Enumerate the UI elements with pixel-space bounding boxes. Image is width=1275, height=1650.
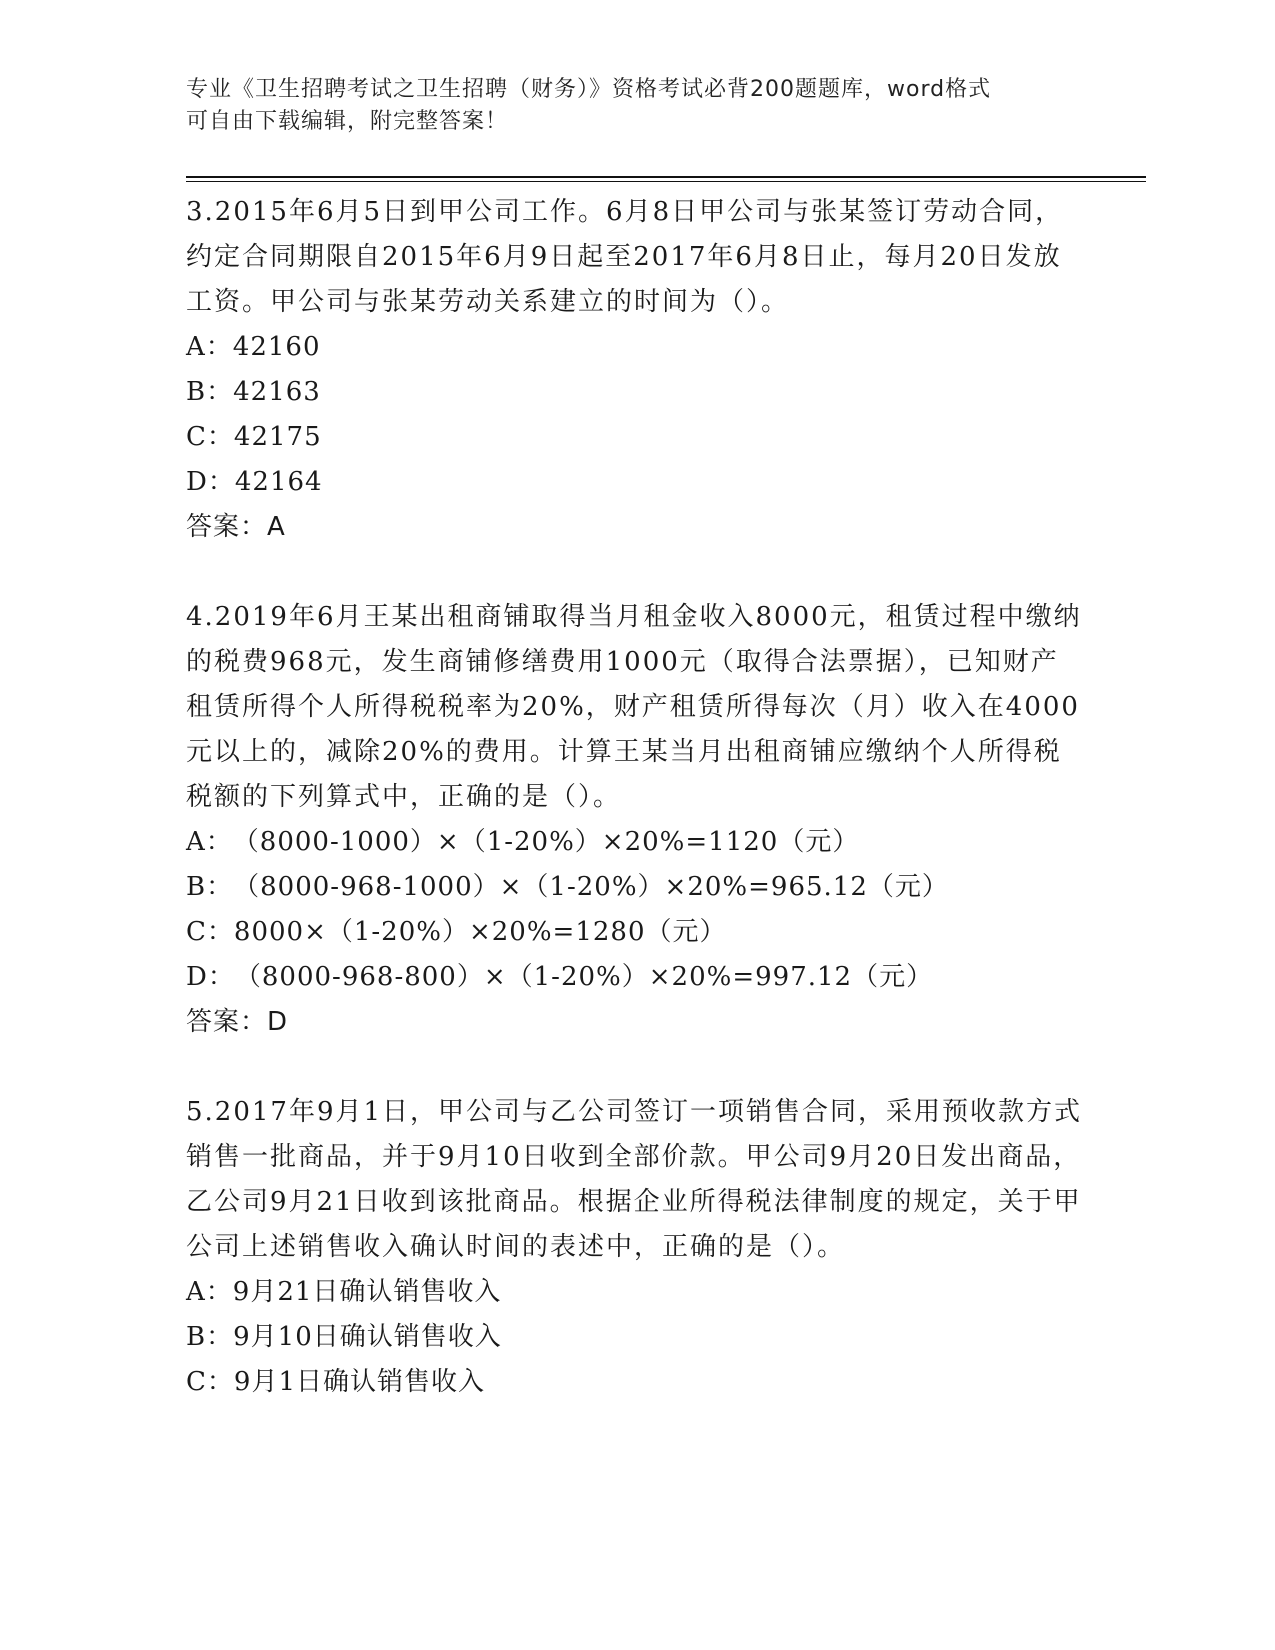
option-label: C： (186, 422, 234, 452)
question-list (186, 190, 1086, 1405)
option-c (186, 910, 1086, 955)
option-label: C： (186, 917, 234, 947)
header-divider-thin (186, 181, 1146, 182)
option-text: 42175 (233, 422, 322, 452)
option-label: D： (186, 467, 235, 497)
option-b (186, 370, 1086, 415)
question-5 (186, 1090, 1086, 1405)
option-text: 9月10日确认销售收入 (233, 1322, 502, 1352)
answer-line: 答案：D (186, 1007, 289, 1037)
option-a (186, 820, 1086, 865)
header-divider-thick (186, 176, 1146, 178)
option-b (186, 865, 1086, 910)
option-text: 42164 (234, 467, 323, 497)
option-text: 42163 (233, 377, 321, 407)
answer-line: 答案：A (186, 512, 286, 542)
question-text: 5.2017年9月1日，甲公司与乙公司签订一项销售合同，采用预收款方式销售一批商品，并于9月10日收到全部价款。甲公司9月20日发出商品，乙公司9月21日收到该批商品。根据企业所得税法律制度的规定，关于甲公司上述销售收入确认时间的表述中，正确的是（）。 (186, 1097, 1083, 1262)
option-text: 42160 (232, 332, 321, 362)
option-label: D： (186, 962, 235, 992)
option-text: 9月1日确认销售收入 (233, 1367, 485, 1397)
option-label: A： (186, 1277, 233, 1307)
header-line-1: 专业《卫生招聘考试之卫生招聘（财务）》资格考试必背200题题库，word格式 (186, 77, 992, 102)
option-label: B： (186, 872, 234, 902)
option-d (186, 460, 1086, 505)
option-label: C： (186, 1367, 234, 1397)
option-label: A： (186, 332, 233, 362)
question-spacer (186, 1045, 1086, 1090)
option-text: （8000-968-1000）×（1-20%）×20%=965.12（元） (233, 872, 949, 902)
option-c (186, 415, 1086, 460)
option-text: 8000×（1-20%）×20%=1280（元） (233, 917, 727, 947)
question-spacer (186, 550, 1086, 595)
option-text: （8000-1000）×（1-20%）×20%=1120（元） (232, 827, 860, 857)
option-text: 9月21日确认销售收入 (232, 1277, 502, 1307)
option-a (186, 1270, 1086, 1315)
option-label: B： (186, 1322, 234, 1352)
document-header (186, 74, 1066, 138)
question-3 (186, 190, 1086, 550)
question-4 (186, 595, 1086, 1045)
option-d (186, 955, 1086, 1000)
option-text: （8000-968-800）×（1-20%）×20%=997.12（元） (234, 962, 934, 992)
option-c (186, 1360, 1086, 1405)
option-b (186, 1315, 1086, 1360)
option-label: A： (186, 827, 233, 857)
option-a (186, 325, 1086, 370)
question-text: 3.2015年6月5日到甲公司工作。6月8日甲公司与张某签订劳动合同，约定合同期限自2015年6月9日起至2017年6月8日止，每月20日发放工资。甲公司与张某劳动关系建立的时间为（）。 (186, 197, 1064, 317)
option-label: B： (186, 377, 234, 407)
header-line-2: 可自由下载编辑，附完整答案！ (186, 109, 509, 134)
question-text: 4.2019年6月王某出租商铺取得当月租金收入8000元，租赁过程中缴纳的税费968元，发生商铺修缮费用1000元（取得合法票据），已知财产租赁所得个人所得税税率为20%，财产租赁所得每次（月）收入在4000元以上的，减除20%的费用。计算王某当月出租商铺应缴纳个人所得税税额的下列算式中，正确的是（）。 (186, 602, 1082, 812)
